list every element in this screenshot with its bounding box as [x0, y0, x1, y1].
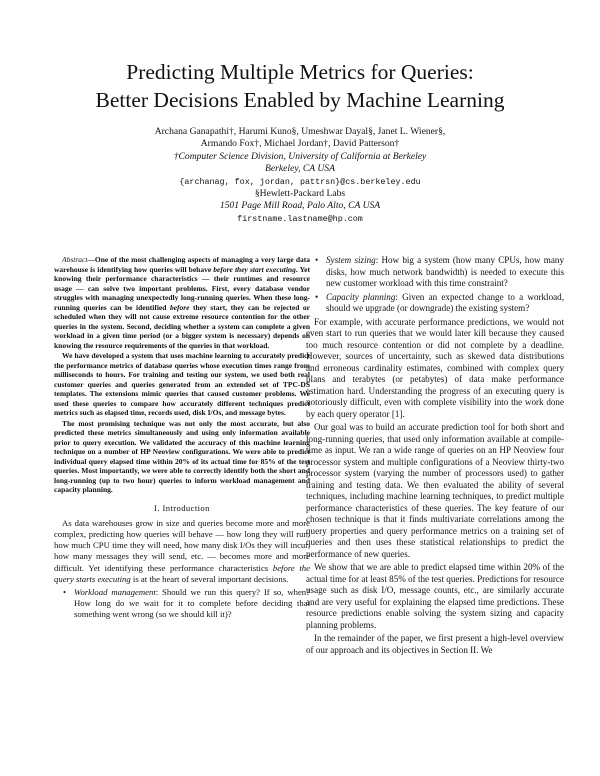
author-block	[0, 126, 600, 225]
affiliation-2-place: 1501 Page Mill Road, Palo Alto, CA USA	[219, 200, 381, 212]
right-column	[306, 255, 564, 656]
abstract-label: Abstract	[62, 255, 88, 264]
left-column	[54, 255, 310, 623]
intro-body-right	[306, 255, 564, 656]
intro-paragraph-3: Our goal was to build an accurate prediction tool for both short and long-running queries, that used only information available at compile-time as input. We ran a wide range of queries on an HP Neoview four processor system and multiple configurations of a Neoview thirty-two processor system (varying the number of processors used) to gather training and testing data. We then evaluated the ability of several techniques, including machine learning techniques, to predict multiple performance characteristics of these queries. The key feature of our chosen technique is that it finds multivariate correlations among the query properties and query performance metrics on a training set of queries and then uses these statistical relationships to predict the performance of new queries.	[306, 422, 564, 559]
intro-paragraph-1: As data warehouses grow in size and queries become more and more complex, predicting how queries will behave — how long they will run, how much CPU time they will need, how many disk I/Os they will incur, how many messages they will send, etc. — becomes more and more difficult. Yet identifying these performance characteristics before the query starts executing is at the heart of several important decisions.	[54, 517, 311, 584]
affiliation-2-name: §Hewlett-Packard Labs	[254, 188, 346, 200]
authors-line-2: Armando Fox†, Michael Jordan†, David Patterson†	[200, 138, 400, 150]
abstract-paragraph-3: The most promising technique was not only the most accurate, but also predicted these metrics simultaneously and using only information available prior to query execution. We validated the accuracy of this machine learning technique on a number of HP Neoview configurations. We were able to predict individual query elapsed time within 20% of its actual time for 85% of the test queries. Most importantly, we were able to correctly identify both the short and long-running (up to two hour) queries to inform workload management and capacity planning.	[54, 418, 310, 494]
intro-paragraph-2: For example, with accurate performance predictions, we would not even start to run queries that we would later kill because they caused too much resource contention or did not complete by a deadline. However, sources of uncertainty, such as skewed data distributions and erroneous cardinality estimates, combined with complex query plans and terabytes (or petabytes) of data make performance estimation hard. Understanding the progress of an executing query is notoriously difficult, even with complete visibility into the work done by each query operator [1].	[306, 316, 564, 419]
abstract	[54, 255, 310, 495]
intro-paragraph-4: We show that we are able to predict elapsed time within 20% of the actual time for at least 85% of the test queries. Predictions for resource usage such as disk I/O, message counts, etc., are similarly accurate and are very useful for explaining the elapsed time predictions. These resource predictions enable solving the system sizing and capacity planning problems.	[306, 562, 564, 630]
affiliation-1-name: †Computer Science Division, University of California at Berkeley	[173, 150, 427, 162]
title-line-1: Predicting Multiple Metrics for Queries:	[126, 60, 474, 84]
decision-list	[54, 587, 310, 621]
authors-line-1: Archana Ganapathi†, Harumi Kuno§, Umeshwar Dayal§, Janet L. Wiener§,	[154, 126, 446, 137]
abstract-paragraph-2: We have developed a system that uses machine learning to accurately predict the performance metrics of database queries whose execution times range from milliseconds to hours. For training and testing our system, we used both real customer queries and queries generated from an extended set of TPC-DS templates. The extensions mimic queries that caused customer problems. We used these queries to compare how accurately different techniques predict metrics such as elapsed time, records used, disk I/Os, and message bytes.	[54, 351, 310, 417]
decision-list-continued	[306, 255, 564, 315]
intro-body-left	[54, 518, 310, 621]
title-line-2: Better Decisions Enabled by Machine Learning	[95, 88, 505, 112]
intro-paragraph-5: In the remainder of the paper, we first present a high-level overview of our approach and its objectives in Section II. We	[306, 633, 564, 655]
affiliation-1-email: {archanag, fox, jordan, pattrsn}@cs.berkeley.edu	[179, 176, 421, 187]
list-item-system-sizing: • System sizing: How big a system (how many CPUs, how many disks, how much network bandwidth) is needed to execute this new customer workload with this time constraint?	[326, 255, 564, 290]
affiliation-1-place: Berkeley, CA USA	[265, 163, 335, 175]
paper-title	[0, 58, 600, 114]
abstract-paragraph-1: Abstract—One of the most challenging aspects of managing a very large data warehouse is identifying how queries will behave before they start executing. Yet knowing their performance characteristics — their runtimes and resource usage — can solve two important problems. First, every database vendor struggles with managing unexpectedly long-running queries. When these long-running queries can be identified before they start, they can be rejected or scheduled when they will not cause extreme resource contention for the other queries in the system. Second, deciding whether a system can complete a given workload in a given time period (or a bigger system is necessary) depends on knowing the resource requirements of the queries in that workload.	[54, 255, 310, 350]
affiliation-2-email: firstname.lastname@hp.com	[237, 213, 363, 224]
section-heading-introduction: I. Introduction	[154, 502, 210, 513]
list-item-capacity-planning: • Capacity planning: Given an expected change to a workload, should we upgrade (or downgrade) the existing system?	[326, 292, 564, 315]
list-item-workload-management: • Workload management: Should we run this query? If so, when? How long do we wait for it to complete before deciding that something went wrong (so we should kill it)?	[74, 587, 310, 621]
